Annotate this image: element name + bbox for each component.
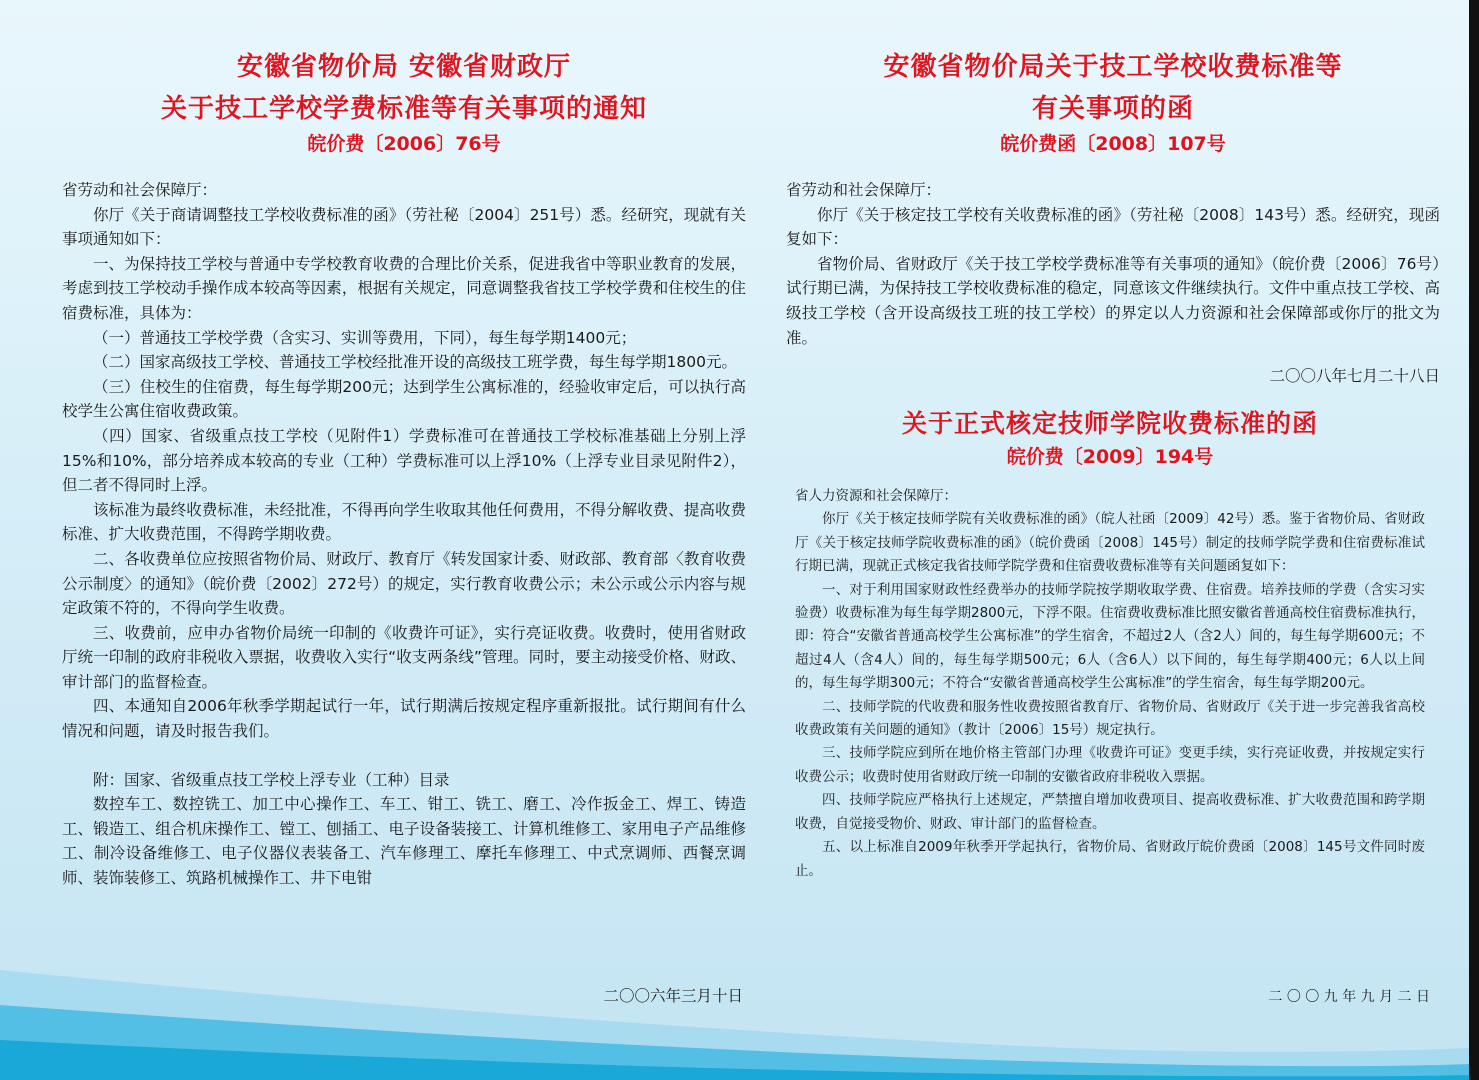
letter-title-line2: 有关事项的函 (1031, 94, 1194, 124)
notice-paragraph: 该标准为最终收费标准，未经批准，不得再向学生收取其他任何费用，不得分解收费、提高收费标准、扩大收费范围，不得跨学期收费。 (62, 500, 746, 544)
letter-2009-doc-number: 皖价费〔2009〕194号 (1006, 446, 1214, 468)
letter-title-line1: 安徽省物价局关于技工学校收费标准等 (883, 52, 1343, 82)
notice-2006 (62, 46, 746, 891)
letter-paragraph: 你厅《关于核定技工学校有关收费标准的函》（劳社秘〔2008〕143号）悉。经研究，现函复如下： (786, 205, 1440, 249)
notice-paragraph: 你厅《关于商请调整技工学校收费标准的函》（劳社秘〔2004〕251号）悉。经研究，现就有关事项通知如下： (62, 205, 746, 249)
notice-paragraph: （四）国家、省级重点技工学校（见附件1）学费标准可在普通技工学校标准基础上分别上浮15%和10%，部分培养成本较高的专业（工种）学费标准可以上浮10%（上浮专业目录见附件2），但二者不得同时上浮。 (62, 426, 746, 495)
right-edge-bar (1469, 0, 1479, 1080)
letter-2009-paragraph: 你厅《关于核定技师学院有关收费标准的函》（皖人社函〔2009〕42号）悉。鉴于省物价局、省财政厅《关于核定技师学院收费标准的函》（皖价费函〔2008〕145号）制定的技师学院学费和住宿费标准试行期已满，现就正式核定我省技师学院学费和住宿费收费标准等有关问题函复如下： (795, 511, 1425, 575)
attachment-title: 附：国家、省级重点技工学校上浮专业（工种）目录 (93, 770, 450, 789)
letter-2009-date: 二 〇 〇 九 年 九 月 二 日 (1268, 989, 1430, 1005)
notice-paragraph: （一）普通技工学校学费（含实习、实训等费用，下同），每生每学期1400元； (93, 328, 637, 347)
notice-date: 二〇〇六年三月十日 (603, 987, 743, 1005)
letter-paragraph: 省物价局、省财政厅《关于技工学校学费标准等有关事项的通知》（皖价费〔2006〕76号）试行期已满，为保持技工学校收费标准的稳定，同意该文件继续执行。文件中重点技工学校、高级技工学校（含开设高级技工班的技工学校）的界定以人力资源和社会保障部或你厅的批文为准。 (786, 254, 1440, 347)
letter-date: 二〇〇八年七月二十八日 (1269, 367, 1440, 386)
letter-doc-number: 皖价费函〔2008〕107号 (1000, 133, 1226, 155)
letter-2009-paragraph: 四、技师学院应严格执行上述规定，严禁擅自增加收费项目、提高收费标准、扩大收费范围和跨学期收费，自觉接受物价、财政、审计部门的监督检查。 (795, 792, 1425, 832)
notice-paragraph: 一、为保持技工学校与普通中专学校教育收费的合理比价关系，促进我省中等职业教育的发展，考虑到技工学校动手操作成本较高等因素，根据有关规定，同意调整我省技工学校学费和住校生的住宿费标准，具体为： (62, 254, 746, 322)
decorative-wave (0, 960, 1469, 1080)
notice-paragraph: 三、收费前，应申办省物价局统一印制的《收费许可证》，实行亮证收费。收费时，使用省财政厅统一印制的政府非税收入票据，收费收入实行“收支两条线”管理。同时，要主动接受价格、财政、审计部门的监督检查。 (62, 623, 746, 691)
notice-paragraph: 四、本通知自2006年秋季学期起试行一年，试行期满后按规定程序重新报批。试行期间有什么情况和问题，请及时报告我们。 (62, 697, 746, 741)
notice-doc-number: 皖价费〔2006〕76号 (307, 133, 501, 155)
attachment-list: 数控车工、数控铣工、加工中心操作工、车工、钳工、铣工、磨工、冷作扳金工、焊工、铸造工、锻造工、组合机床操作工、镗工、刨插工、电子设备装接工、计算机维修工、家用电子产品维修工、制冷设备维修工、电子仪器仪表装备工、汽车修理工、摩托车修理工、中式烹调师、西餐烹调师、装饰装修工、筑路机械操作工、井下电钳 (62, 795, 746, 888)
notice-title-line1: 安徽省物价局 安徽省财政厅 (236, 52, 572, 82)
notice-paragraph: 二、各收费单位应按照省物价局、财政厅、教育厅《转发国家计委、财政部、教育部〈教育收费公示制度〉的通知》（皖价费〔2002〕272号）的规定，实行教育收费公示；未公示或公示内容与规定政策不符的，不得向学生收费。 (62, 549, 746, 618)
letter-2009-paragraph: 五、以上标准自2009年秋季开学起执行，省物价局、省财政厅皖价费函〔2008〕145号文件同时废止。 (795, 839, 1425, 879)
letter-2009 (795, 405, 1425, 883)
letter-2009-paragraph: 三、技师学院应到所在地价格主管部门办理《收费许可证》变更手续，实行亮证收费，并按规定实行收费公示；收费时使用省财政厅统一印制的安徽省政府非税收入票据。 (795, 745, 1425, 785)
notice-paragraph: （二）国家高级技工学校、普通技工学校经批准开设的高级技工班学费，每生每学期1800元。 (93, 353, 737, 372)
letter-2009-title: 关于正式核定技师学院收费标准的函 (901, 409, 1318, 438)
letter-salutation: 省劳动和社会保障厅： (786, 181, 942, 199)
notice-paragraph: （三）住校生的住宿费，每生每学期200元；达到学生公寓标准的，经验收审定后，可以执行高校学生公寓住宿收费政策。 (62, 377, 746, 421)
letter-2009-salutation: 省人力资源和社会保障厅： (795, 488, 957, 504)
letter-2009-paragraph: 一、对于利用国家财政性经费举办的技师学院按学期收取学费、住宿费。培养技师的学费（含实习实验费）收费标准为每生每学期2800元，下浮不限。住宿费收费标准比照安徽省普通高校住宿费标准执行，即：符合“安徽省普通高校学生公寓标准”的学生宿舍，不超过2人（含2人）间的，每生每学期600元；不超过4人（含4人）间的，每生每学期500元；6人（含6人）以下间的，每生每学期400元；6人以上间的，每生每学期300元；不符合“安徽省普通高校学生公寓标准”的学生宿舍，每生每学期200元。 (795, 581, 1425, 692)
letter-2009-paragraph: 二、技师学院的代收费和服务性收费按照省教育厅、省物价局、省财政厅《关于进一步完善我省高校收费政策有关问题的通知》（教计〔2006〕15号）规定执行。 (795, 698, 1425, 739)
letter-2008 (786, 46, 1440, 386)
notice-title-line2: 关于技工学校学费标准等有关事项的通知 (160, 94, 647, 124)
notice-salutation: 省劳动和社会保障厅： (62, 181, 218, 199)
